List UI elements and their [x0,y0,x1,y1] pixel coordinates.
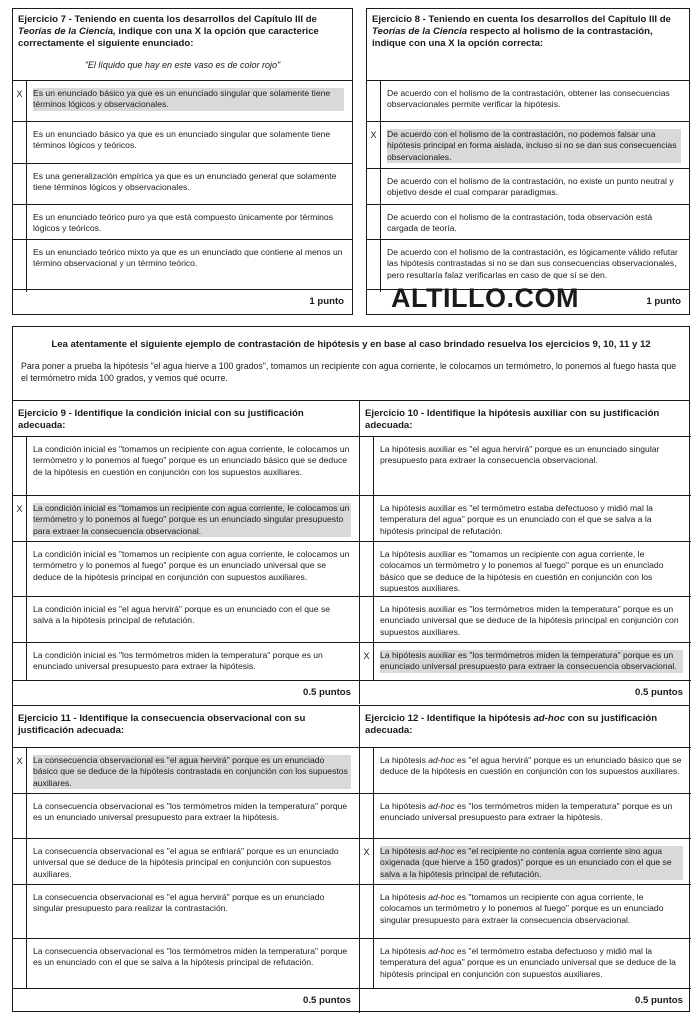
exercise-11-option-2[interactable] [13,793,359,839]
answer-mark[interactable]: X [360,643,374,681]
option-text: La hipótesis ad-hoc es "el agua hervirá" porque es un enunciado básico que se deduce de la hipótesis en cuestión en conjunción con los supuestos auxiliares. [380,755,682,777]
exercise-9-points: 0.5 puntos [13,680,359,705]
answer-mark[interactable]: X [13,496,27,542]
option-text: La consecuencia observacional es "los termómetros miden la temperatura" porque es un enunciado universal presupuesto para extraer la hipótesis. [33,801,348,823]
watermark-logo: ALTILLO.COM [391,283,579,313]
exercise-11-option-1[interactable] [13,747,359,794]
answer-mark[interactable] [13,839,27,885]
option-text: La consecuencia observacional es "el agua se enfriará" porque es un enunciado universal que se deduce de la hipótesis principal en conjunción con supuestos auxiliares. [33,846,339,879]
exercise-12-option-3[interactable] [360,838,691,885]
exercise-10-option-2[interactable] [360,495,691,542]
option-text: La condición inicial es "tomamos un recipiente con agua corriente, le colocamos un termómetro y lo ponemos al fuego" porque es un enunciado singular presupuesto para extraer la consecuencia observacional. [33,503,350,536]
answer-mark[interactable] [360,939,374,989]
exercise-9-option-4[interactable] [13,596,359,643]
exercise-12-box [360,706,691,1013]
answer-mark[interactable] [13,643,27,681]
exercise-12-title: Ejercicio 12 - Identifique la hipótesis ad-hoc con su justificación adecuada: [365,713,658,736]
exercise-11-option-3[interactable] [13,838,359,885]
exercise-7-box [12,8,353,315]
exercise-12-option-1[interactable] [360,747,691,794]
exercise-9-title: Ejercicio 9 - Identifique la condición inicial con su justificación adecuada: [18,408,304,431]
option-text: Es un enunciado teórico mixto ya que es un enunciado que contiene al menos un término observacional y un término teórico. [33,247,343,269]
exercise-12-points: 0.5 puntos [360,988,691,1013]
option-text: La condición inicial es "tomamos un recipiente con agua corriente, le colocamos un termómetro y lo ponemos al fuego" porque es un enunciado universal que se deduce de la hipótesis principal en conjunción con supuestos auxiliares. [33,549,350,582]
answer-mark[interactable]: X [367,122,381,169]
answer-mark[interactable] [360,748,374,794]
exercise-7-points: 1 punto [13,289,352,314]
option-text: La condición inicial es "el agua hervirá" porque es un enunciado con el que se salva a la hipótesis principal de refutación. [33,604,331,626]
exercise-9-box [13,401,359,705]
exercise-10-points: 0.5 puntos [360,680,691,705]
exercise-12-option-4[interactable] [360,884,691,939]
option-text: Es un enunciado básico ya que es un enunciado singular que solamente tiene términos lógicos y observacionales. [33,88,344,111]
option-text: De acuerdo con el holismo de la contrastación, toda observación está cargada de teoría. [387,212,653,234]
exercise-9-option-1[interactable] [13,436,359,496]
option-text: De acuerdo con el holismo de la contrastación, no existe un punto neutral y objetivo desde el cual comparar paradigmas. [387,176,674,198]
answer-mark[interactable] [13,794,27,839]
exercise-9-option-5[interactable] [13,642,359,681]
answer-mark[interactable] [13,885,27,939]
exercise-10-title: Ejercicio 10 - Identifique la hipótesis auxiliar con su justificación adecuada: [365,408,660,431]
exercise-11-title: Ejercicio 11 - Identifique la consecuencia observacional con su justificación adecuada: [18,713,306,736]
option-text: La hipótesis auxiliar es "el termómetro estaba defectuoso y midió mal la temperatura del agua" porque es un enunciado con el que se salva a la hipótesis principal de refutación. [380,503,653,536]
answer-mark[interactable]: X [13,748,27,794]
answer-mark[interactable] [367,169,381,205]
option-text: La consecuencia observacional es "el agua hervirá" porque es un enunciado básico que se deduce de la hipótesis contrastada en conjunción con los supuestos auxiliares. [33,755,351,789]
answer-mark[interactable] [360,437,374,496]
exercise-7-title: Ejercicio 7 - Teniendo en cuenta los desarrollos del Capítulo III de Teorías de la Ciencia, indique con una X la opción que caracterice correctamente el siguiente enunciado: [18,14,319,49]
exercise-10-option-5[interactable] [360,642,691,681]
option-text: La consecuencia observacional es "los termómetros miden la temperatura" porque es un enunciado con el que se salva a la hipótesis principal de refutación. [33,946,348,968]
answer-mark[interactable] [367,205,381,240]
option-text: La condición inicial es "los termómetros miden la temperatura" porque es un enunciado universal presupuesto para extraer la hipótesis. [33,650,323,672]
answer-mark[interactable] [13,240,27,292]
exercise-8-title: Ejercicio 8 - Teniendo en cuenta los desarrollos del Capítulo III de Teorías de la Ciencia respecto al holismo de la contrastación, indique con una X la opción correcta: [372,14,671,49]
exercise-7-option-5[interactable] [13,239,352,292]
option-text: Es un enunciado básico ya que es un enunciado singular que solamente tiene términos lógicos y teóricos. [33,129,331,151]
option-text: De acuerdo con el holismo de la contrastación, es lógicamente válido refutar las hipótesis contrastadas si no se dan sus consecuencias observacionales, pero resultaría falaz verificarlas en caso de que sí se den. [387,247,678,280]
answer-mark[interactable] [367,81,381,122]
answer-mark[interactable]: X [360,839,374,885]
exercise-7-option-2[interactable] [13,121,352,164]
exercise-7-quote: "El líquido que hay en este vaso es de color rojo" [84,60,281,70]
option-text: La hipótesis ad-hoc es "el termómetro estaba defectuoso y midió mal la temperatura del agua" porque es un enunciado universal que se deduce de la hipótesis principal en conjunción con supuestos auxiliares. [380,946,676,979]
answer-mark[interactable] [13,122,27,164]
exercise-11-option-4[interactable] [13,884,359,939]
option-text: La hipótesis auxiliar es "el agua hervirá" porque es un enunciado singular presupuesto para extraer la consecuencia observacional. [380,444,660,466]
option-text: De acuerdo con el holismo de la contrastación, no podemos falsar una hipótesis principal en forma aislada, incluso si no se dan sus consecuencias observacionales. [387,129,681,163]
exercise-9-option-3[interactable] [13,541,359,597]
option-text: La hipótesis ad-hoc es "los termómetros miden la temperatura" porque es un enunciado universal presupuesto para extraer la hipótesis. [380,801,673,823]
option-text: Es un enunciado teórico puro ya que está compuesto únicamente por términos lógicos y teóricos. [33,212,334,234]
answer-mark[interactable] [13,597,27,643]
option-text: La hipótesis auxiliar es "tomamos un recipiente con agua corriente, le colocamos un termómetro y lo ponemos al fuego" porque es un enunciado básico que se deduce de la hipótesis en cuestión en conjunción con los supuestos auxiliares. [380,549,664,594]
exercise-11-option-5[interactable] [13,938,359,989]
case-title: Lea atentamente el siguiente ejemplo de contrastación de hipótesis y en base al caso brindado resuelva los ejercicios 9, 10, 11 y 12 [51,339,651,350]
answer-mark[interactable] [360,496,374,542]
answer-mark[interactable] [13,437,27,496]
answer-mark[interactable] [360,597,374,643]
exercise-10-option-4[interactable] [360,596,691,643]
exercise-8-points: 1 punto [367,289,689,314]
answer-mark[interactable] [13,164,27,205]
answer-mark[interactable] [360,794,374,839]
option-text: La consecuencia observacional es "el agua hervirá" porque es un enunciado singular presupuesto para realizar la contrastación. [33,892,325,914]
exercise-7-option-1[interactable] [13,80,352,122]
exercise-10-option-1[interactable] [360,436,691,496]
answer-mark[interactable] [360,542,374,597]
option-text: La hipótesis auxiliar es "los termómetros miden la temperatura" porque es un enunciado universal que se deduce de la hipótesis principal en conjunción con supuestos auxiliares. [380,604,679,637]
exercise-7-option-3[interactable] [13,163,352,205]
option-text: De acuerdo con el holismo de la contrastación, obtener las consecuencias observacionales permite verificar la hipótesis. [387,88,670,110]
answer-mark[interactable] [13,939,27,989]
case-section-box [12,326,690,1012]
option-text: La hipótesis ad-hoc es "tomamos un recipiente con agua corriente, le colocamos un termómetro y lo ponemos al fuego" porque es un enunciado singular presupuesto para extraer la consecuencia observacional. [380,892,664,925]
case-body: Para poner a prueba la hipótesis "el agua hierve a 100 grados", tomamos un recipiente con agua corriente, le colocamos un termómetro, lo ponemos al fuego hasta que el termómetro mida 100 grados, y vemos qué ocurre. [21,361,677,383]
exercise-12-option-2[interactable] [360,793,691,839]
option-text: La hipótesis ad-hoc es "el recipiente no contenía agua corriente sino agua oxigenada (que hierve a 150 grados)" porque es un enunciado con el que se salva a la hipótesis principal de refutación. [380,846,683,880]
exercise-9-option-2[interactable] [13,495,359,542]
exercise-8-option-2[interactable] [367,121,689,169]
answer-mark[interactable] [367,240,381,292]
exercise-8-option-3[interactable] [367,168,689,205]
answer-mark[interactable]: X [13,81,27,122]
exercise-11-box [13,706,359,1013]
option-text: La hipótesis auxiliar es "los termómetros miden la temperatura" porque es un enunciado universal presupuesto para extraer la consecuencia observacional. [380,650,683,673]
exercise-8-option-4[interactable] [367,204,689,240]
option-text: Es una generalización empírica ya que es un enunciado general que solamente tiene términos lógicos y observacionales. [33,171,337,193]
exercise-7-option-4[interactable] [13,204,352,240]
exercise-8-option-1[interactable] [367,80,689,122]
exercise-11-points: 0.5 puntos [13,988,359,1013]
exercise-12-option-5[interactable] [360,938,691,989]
exercise-10-box [360,401,691,705]
exercise-8-box [366,8,690,315]
option-text: La condición inicial es "tomamos un recipiente con agua corriente, le colocamos un termómetro y lo ponemos al fuego" porque es un enunciado básico que se deduce de la hipótesis en cuestión en conjunción con los supuestos auxiliares. [33,444,350,477]
exercise-10-option-3[interactable] [360,541,691,597]
answer-mark[interactable] [360,885,374,939]
answer-mark[interactable] [13,542,27,597]
answer-mark[interactable] [13,205,27,240]
